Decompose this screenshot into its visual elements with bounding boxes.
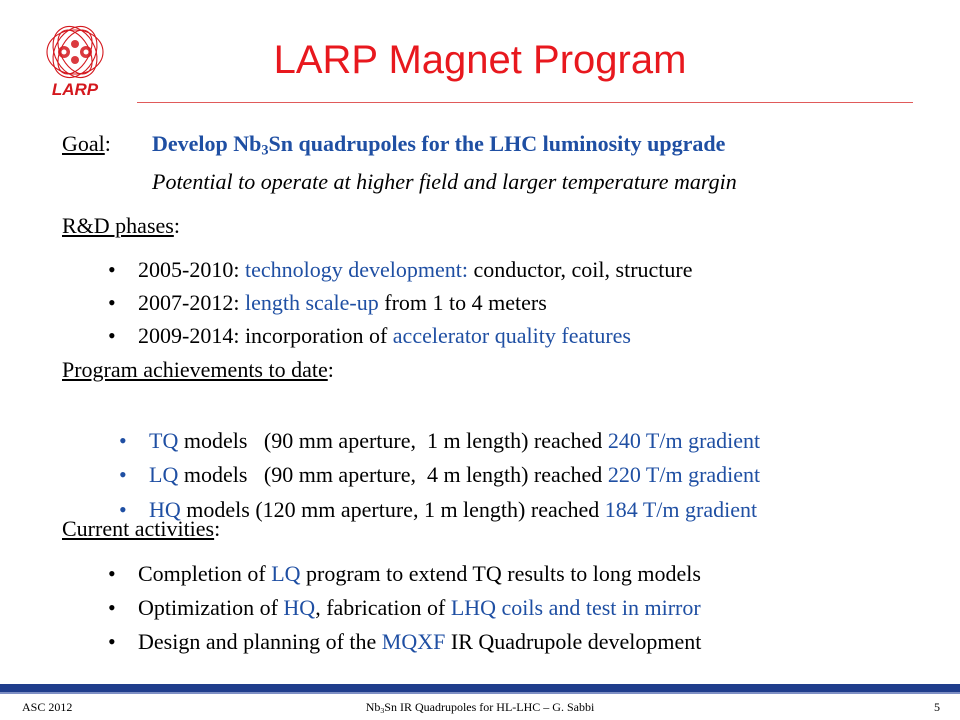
bullet-icon: • [108, 257, 116, 282]
rd-label-line: R&D phases: [62, 213, 180, 238]
footer-center: $Nb_3Sn$ IR Quadrupoles for HL-LHC – G. Sabbi [365, 700, 595, 715]
bullet-icon: • [119, 497, 127, 522]
list-item: • LQ models (90 mm aperture, 4 m length) reached 220 T/m gradient [119, 462, 761, 487]
bullet-icon: • [108, 290, 116, 315]
achievements-label-line: Program achievements to date: [62, 357, 334, 382]
page-number: 5 [934, 700, 940, 714]
page-title: LARP Magnet Program [273, 38, 687, 82]
list-item: • Optimization of HQ, fabrication of LHQ coils and test in mirror [108, 595, 701, 620]
bullet-icon: • [119, 428, 127, 453]
list-item: • TQ models (90 mm aperture, 1 m length) reached 240 T/m gradient [119, 428, 761, 453]
bullet-icon: • [108, 595, 116, 620]
list-item: • Completion of LQ program to extend TQ results to long models [108, 561, 701, 586]
logo-text: LARP [51, 80, 99, 99]
bullet-icon: • [108, 561, 116, 586]
bullet-icon: • [108, 629, 116, 654]
list-item: • 2009-2014: incorporation of accelerator quality features [108, 323, 631, 348]
goal-subline: Potential to operate at higher field and larger temperature margin [152, 169, 737, 194]
goal-label: Goal [62, 131, 105, 156]
bullet-icon: • [119, 462, 127, 487]
footer-bar-accent [0, 692, 960, 694]
rd-label: R&D phases [62, 213, 174, 238]
current-label: Current activities [62, 516, 215, 541]
list-item: • 2007-2012: length scale-up from 1 to 4 meters [108, 290, 547, 315]
goal-headline: Develop $Nb_3Sn$ quadrupoles for the LHC luminosity upgrade [152, 131, 726, 159]
list-item: • 2005-2010: technology development: conductor, coil, structure [108, 257, 693, 282]
goal-label-line: Goal: [62, 131, 111, 156]
achievements-label: Program achievements to date [62, 357, 328, 382]
footer-left: ASC 2012 [22, 700, 73, 714]
title-divider [137, 102, 913, 103]
list-item: • Design and planning of the MQXF IR Quadrupole development [108, 629, 702, 654]
current-label-line: Current activities: [62, 516, 221, 541]
bullet-icon: • [108, 323, 116, 348]
footer-bar [0, 684, 960, 692]
list-item: • HQ models (120 mm aperture, 1 m length) reached 184 T/m gradient [119, 497, 758, 522]
